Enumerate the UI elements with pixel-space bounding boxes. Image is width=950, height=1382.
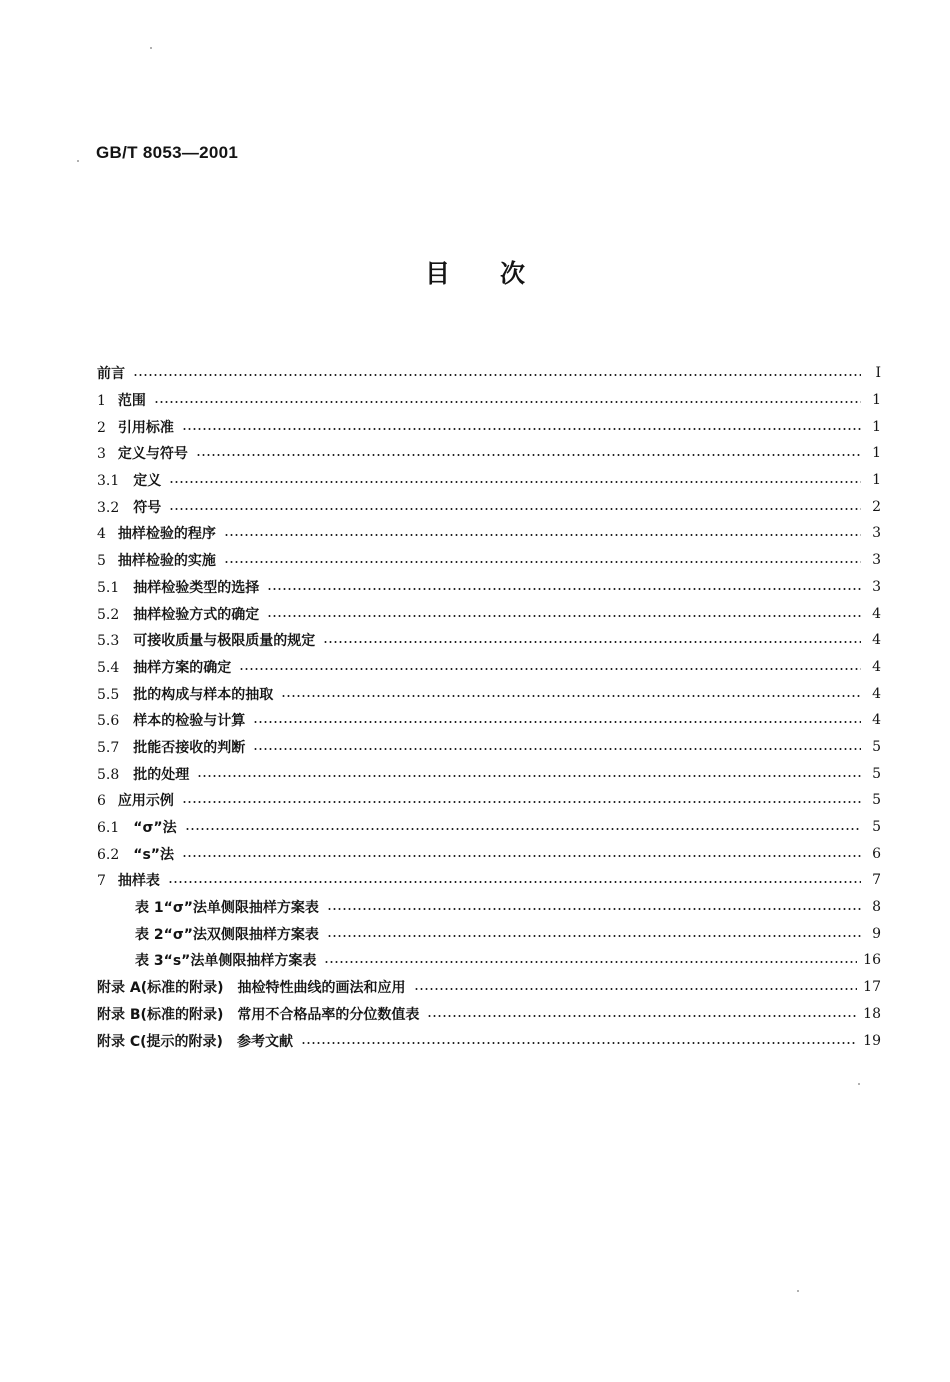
toc-entry-title: [97, 870, 160, 890]
toc-entry-number: 6: [97, 793, 106, 810]
dot-leader: [196, 454, 861, 456]
toc-page-number: 1: [872, 392, 881, 409]
toc-entry-number: 6.2: [97, 846, 120, 863]
toc-entry-label: 抽样方案的确定: [133, 659, 232, 676]
toc-entry[interactable]: [97, 920, 881, 947]
dot-leader: [427, 1015, 857, 1017]
toc-entry-number: 2: [97, 419, 106, 436]
dot-leader: [323, 641, 861, 643]
toc-page-number: 4: [872, 658, 881, 675]
toc-entry-label: 抽样检验类型的选择: [133, 579, 260, 596]
toc-entry[interactable]: [97, 547, 881, 574]
toc-entry-title: [97, 523, 216, 543]
dot-leader: [267, 588, 861, 590]
dot-leader: [169, 481, 861, 483]
toc-page-number: I: [875, 365, 881, 382]
dot-leader: [182, 428, 861, 430]
toc-entry[interactable]: [97, 574, 881, 601]
toc-entry-title: [97, 363, 125, 383]
toc-entry-label: “σ”法: [133, 820, 177, 837]
dot-leader: [185, 828, 861, 830]
toc-entry-label: “s”法: [133, 846, 175, 863]
toc-entry-title: [97, 977, 406, 997]
toc-entry[interactable]: [97, 627, 881, 654]
toc-page-number: 9: [872, 925, 881, 942]
toc-entry[interactable]: [97, 440, 881, 467]
toc-entry[interactable]: [97, 707, 881, 734]
toc-entry[interactable]: [97, 974, 881, 1001]
toc-entry-label: 附录 B(标准的附录) 常用不合格品率的分位数值表: [97, 1006, 420, 1023]
scan-speck: [150, 47, 152, 49]
toc-entry-label: 应用示例: [117, 793, 174, 810]
toc-entry-number: 5.5: [97, 686, 120, 703]
standard-code: GB/T 8053—2001: [96, 143, 239, 162]
toc-entry-label: 抽样表: [117, 873, 160, 890]
toc-entry-title: [97, 817, 177, 837]
toc-entry[interactable]: [97, 413, 881, 440]
toc-page-number: 1: [872, 418, 881, 435]
toc-entry-title: [97, 443, 188, 463]
dot-leader: [154, 401, 861, 403]
toc-entry-title: [97, 1031, 293, 1051]
toc-entry-label: 引用标准: [117, 419, 174, 436]
toc-entry-number: 7: [97, 873, 106, 890]
dot-leader: [281, 695, 861, 697]
dot-leader: [224, 561, 861, 563]
dot-leader: [253, 748, 861, 750]
toc-entry-number: 5.8: [97, 766, 120, 783]
dot-leader: [168, 881, 861, 883]
toc-entry-title: [97, 390, 146, 410]
scan-speck: [77, 160, 79, 162]
toc-entry-label: 批的构成与样本的抽取: [133, 686, 274, 703]
toc-entry[interactable]: [97, 1001, 881, 1028]
dot-leader: [224, 534, 861, 536]
toc-entry-label: 样本的检验与计算: [133, 713, 246, 730]
dot-leader: [327, 935, 861, 937]
toc-page-number: 3: [872, 525, 881, 542]
dot-leader: [301, 1042, 857, 1044]
toc-entry-label: 抽样检验方式的确定: [133, 606, 260, 623]
toc-entry-number: 5.3: [97, 633, 120, 650]
dot-leader: [197, 775, 861, 777]
dot-leader: [267, 615, 861, 617]
dot-leader: [182, 801, 861, 803]
toc-entry-label: 抽样检验的实施: [117, 553, 216, 570]
toc-entry-title: [97, 497, 161, 517]
dot-leader: [169, 508, 861, 510]
toc-entry-label: 附录 A(标准的附录) 抽检特性曲线的画法和应用: [97, 980, 406, 997]
toc-entry-number: 1: [97, 393, 106, 410]
toc-entry[interactable]: [97, 680, 881, 707]
toc-entry-title: [97, 684, 273, 704]
toc-entry-title: [97, 764, 189, 784]
toc-page-number: 18: [863, 1005, 881, 1022]
toc-entry[interactable]: [97, 654, 881, 681]
toc-entry-number: 3.2: [97, 499, 120, 516]
toc-page-number: 4: [872, 685, 881, 702]
toc-entry-number: 5.4: [97, 659, 120, 676]
toc-entry-title: [97, 470, 161, 490]
page-title: 目 次: [424, 259, 525, 288]
toc-entry-number: 4: [97, 526, 106, 543]
toc-entry-label: 范围: [117, 393, 146, 410]
toc-entry-number: 6.1: [97, 820, 120, 837]
toc-page-number: 5: [872, 819, 881, 836]
toc-entry[interactable]: [97, 520, 881, 547]
toc-page-number: 7: [872, 872, 881, 889]
toc-entry-title: [97, 897, 319, 917]
dot-leader: [324, 961, 857, 963]
toc-page-number: 5: [872, 765, 881, 782]
toc-entry-label: 定义与符号: [117, 446, 188, 463]
toc-entry-title: [97, 657, 231, 677]
toc-entry[interactable]: [97, 787, 881, 814]
toc-entry-title: [97, 550, 216, 570]
toc-page-number: 8: [872, 899, 881, 916]
dot-leader: [239, 668, 861, 670]
toc-entry-title: [97, 630, 315, 650]
toc-entry-title: [97, 417, 174, 437]
dot-leader: [327, 908, 861, 910]
toc-page-number: 3: [872, 552, 881, 569]
toc-entry-number: 5: [97, 553, 106, 570]
toc-page-number: 4: [872, 632, 881, 649]
toc-entry-number: 3: [97, 446, 106, 463]
toc-entry[interactable]: [97, 814, 881, 841]
toc-entry[interactable]: [97, 600, 881, 627]
toc-page-number: 4: [872, 712, 881, 729]
toc-entry[interactable]: [97, 867, 881, 894]
dot-leader: [133, 374, 861, 376]
toc-page-number: 4: [872, 605, 881, 622]
toc-entry[interactable]: [97, 734, 881, 761]
dot-leader: [253, 721, 861, 723]
toc-entry[interactable]: [97, 760, 881, 787]
toc-page-number: 19: [863, 1032, 881, 1049]
toc-entry[interactable]: [97, 894, 881, 921]
toc-entry-label: 表 2“σ”法双侧限抽样方案表: [135, 926, 319, 943]
dot-leader: [414, 988, 858, 990]
toc-entry[interactable]: [97, 360, 881, 387]
toc-page-number: 2: [872, 498, 881, 515]
toc-entry-number: 5.6: [97, 713, 120, 730]
toc-entry-title: [97, 710, 245, 730]
toc-page-number: 17: [863, 979, 881, 996]
toc-entry[interactable]: [97, 947, 881, 974]
toc-entry-title: [97, 950, 316, 970]
toc-entry-number: 5.1: [97, 579, 120, 596]
scan-speck: [797, 1290, 799, 1292]
toc-entry-title: [97, 577, 259, 597]
toc-entry-label: 批的处理: [133, 766, 190, 783]
scan-speck: [858, 1083, 860, 1085]
toc-entry[interactable]: [97, 387, 881, 414]
toc-entry-label: 表 3“s”法单侧限抽样方案表: [135, 953, 317, 970]
toc-page-number: 3: [872, 578, 881, 595]
toc-entry-title: [97, 924, 319, 944]
toc-entry-label: 定义: [133, 473, 162, 490]
toc-entry[interactable]: [97, 1027, 881, 1054]
toc-entry-number: 5.2: [97, 606, 120, 623]
toc-entry[interactable]: [97, 493, 881, 520]
toc-entry-label: 附录 C(提示的附录) 参考文献: [97, 1033, 293, 1050]
dot-leader: [182, 855, 861, 857]
toc-entry-title: [97, 1004, 419, 1024]
toc-page-number: 1: [872, 445, 881, 462]
toc-entry[interactable]: [97, 467, 881, 494]
toc-page-number: 1: [872, 472, 881, 489]
table-of-contents: [97, 360, 881, 1054]
toc-entry-label: 可接收质量与极限质量的规定: [133, 633, 316, 650]
toc-entry-title: [97, 737, 245, 757]
toc-entry-label: 抽样检验的程序: [117, 526, 216, 543]
toc-entry-number: 5.7: [97, 739, 120, 756]
toc-entry-title: [97, 604, 259, 624]
toc-entry-title: [97, 790, 174, 810]
toc-page-number: 6: [872, 845, 881, 862]
toc-page-number: 16: [863, 952, 881, 969]
toc-entry-label: 表 1“σ”法单侧限抽样方案表: [135, 900, 319, 917]
toc-entry-title: [97, 844, 174, 864]
toc-entry-label: 前言: [97, 366, 125, 383]
toc-entry-number: 3.1: [97, 473, 120, 490]
toc-entry-label: 批能否接收的判断: [133, 739, 246, 756]
toc-page-number: 5: [872, 738, 881, 755]
toc-entry[interactable]: [97, 840, 881, 867]
toc-page-number: 5: [872, 792, 881, 809]
toc-entry-label: 符号: [133, 499, 162, 516]
